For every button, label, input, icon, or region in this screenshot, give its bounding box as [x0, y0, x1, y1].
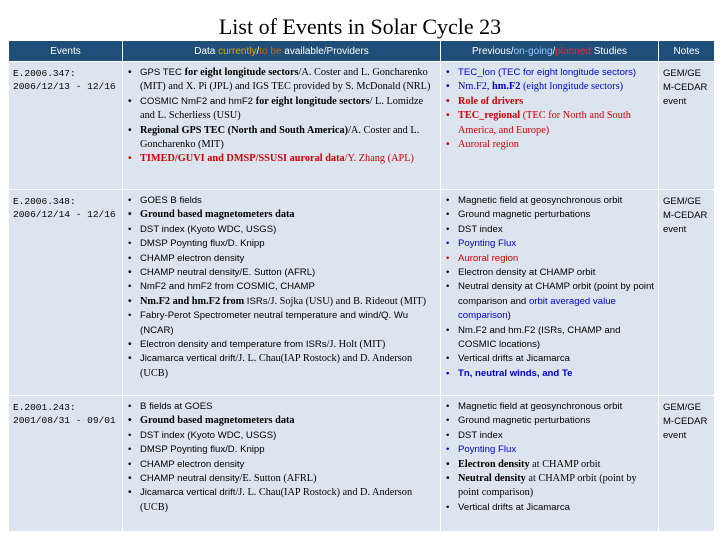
list-item: [123, 95, 438, 124]
list-item: • Ground magnetic perturbations: [441, 208, 656, 222]
event-cell: [9, 62, 123, 190]
data-list: [123, 396, 440, 515]
list-item: • Vertical drifts at Jicamarca: [441, 352, 656, 366]
list-item: [441, 80, 656, 94]
study-item-text: Neutral density at CHAMP orbit (point by point comparison and: [458, 281, 655, 307]
data-item-text: Nm.F2 and hm.F2 from: [140, 295, 247, 307]
event-id: E.2006.347:: [13, 68, 76, 79]
list-item: • Ground based magnetometers data: [123, 414, 438, 428]
data-item-text: /J. L. Chau(IAP Rostock) and D. Anderson (UCB): [140, 353, 413, 379]
header-studies-sep2: /: [552, 45, 556, 57]
table-row: [9, 396, 715, 532]
list-item: [123, 486, 438, 515]
study-item-text: Electron density: [458, 458, 530, 470]
data-item-text: /E. Sutton (AFRL): [239, 473, 317, 485]
list-item: • Fabry-Perot Spectrometer neutral temperature and wind/Q. Wu (NCAR): [123, 309, 438, 338]
list-item: [441, 109, 656, 138]
studies-cell: [441, 62, 659, 190]
list-item: [123, 352, 438, 381]
list-item: • DMSP Poynting flux/D. Knipp: [123, 443, 438, 457]
studies-list: [441, 62, 658, 152]
table-row: [9, 190, 715, 396]
event-dates: 2001/08/31 - 09/01: [13, 415, 116, 426]
event-id: E.2006.348:: [13, 196, 76, 207]
event-cell: [9, 396, 123, 532]
table-row: [9, 62, 715, 190]
data-item-text: /J. Sojka (USU) and B. Rideout (MIT): [267, 295, 427, 307]
data-item-text: for eight longitude sectors: [255, 95, 370, 107]
data-item-text: /E. Sutton (AFRL): [239, 267, 316, 279]
studies-cell: [441, 396, 659, 532]
data-item-text: /J. Holt (MIT): [326, 339, 386, 351]
header-data-sep: /: [256, 45, 260, 57]
list-item: • Poynting Flux: [441, 237, 656, 251]
list-item: [441, 458, 656, 472]
list-item: • GOES B fields: [123, 194, 438, 208]
header-data-currently: currently: [218, 45, 257, 57]
list-item: • Auroral region: [441, 252, 656, 266]
list-item: [441, 138, 656, 152]
data-item-text: COSMIC NmF2 and hmF2: [140, 95, 256, 107]
list-item: • CHAMP electron density: [123, 458, 438, 472]
data-item-text: /Y. Zhang (APL): [344, 153, 414, 165]
table-header-row: [9, 41, 715, 62]
header-data-to-be: to be: [259, 45, 282, 57]
list-item: [123, 266, 438, 280]
study-item-text: Auroral region: [458, 139, 519, 151]
data-item-text: Electron density and temperature from ISRs: [140, 339, 327, 351]
study-item-text: ): [507, 310, 511, 322]
list-item: • Vertical drifts at Jicamarca: [441, 501, 656, 515]
list-item: [123, 295, 438, 309]
list-item: • Electron density at CHAMP orbit: [441, 266, 656, 280]
list-item: • DST index: [441, 223, 656, 237]
header-notes: Notes: [659, 41, 715, 62]
event-id: E.2001.243:: [13, 402, 76, 413]
data-item-text: /J. L. Chau(IAP Rostock) and D. Anderson (UCB): [140, 487, 413, 513]
list-item: [123, 152, 438, 166]
list-item: • CHAMP electron density: [123, 252, 438, 266]
header-data: [123, 41, 441, 62]
study-item-text: orbit averaged value comparison: [458, 295, 616, 322]
event-cell: [9, 190, 123, 396]
list-item: • DST index: [441, 429, 656, 443]
data-item-text: /A. Coster and L. Goncharenko (MIT): [140, 124, 420, 151]
list-item: • Magnetic field at geosynchronous orbit: [441, 194, 656, 208]
data-item-text: / L. Lomidze and L. Scherliess (USU): [140, 95, 424, 122]
list-item: • Nm.F2 and hm.F2 (ISRs, CHAMP and COSMIC locations): [441, 324, 656, 353]
studies-cell: [441, 190, 659, 396]
study-item-text: at CHAMP orbit: [529, 458, 601, 470]
study-item-text: (TEC for North and South America, and Europe): [458, 110, 631, 136]
study-item-text: Neutral density: [458, 473, 526, 485]
notes-cell: GEM/GE M-CEDAR event: [659, 190, 715, 396]
list-item: • Poynting Flux: [441, 443, 656, 457]
data-item-text: for eight longitude sectors: [184, 67, 299, 78]
list-item: • DMSP Poynting flux/D. Knipp: [123, 237, 438, 251]
list-item: [441, 280, 656, 323]
header-studies-planned: planned: [555, 45, 591, 57]
header-studies-ongoing: on-going: [513, 45, 553, 57]
data-item-text: Jicamarca vertical drift: [140, 487, 236, 499]
data-item-text: TIMED/GUVI and DMSP/SSUSI auroral data: [140, 153, 345, 165]
data-item-text: CHAMP neutral density: [140, 267, 240, 279]
list-item: [123, 66, 438, 95]
data-cell: [123, 62, 441, 190]
header-studies-sep1: /: [510, 45, 514, 57]
study-item-text: hm.F2: [492, 81, 521, 93]
list-item: • B fields at GOES: [123, 400, 438, 414]
event-dates: 2006/12/13 - 12/16: [13, 81, 116, 92]
data-item-text: ISRs: [246, 295, 268, 307]
list-item: • Magnetic field at geosynchronous orbit: [441, 400, 656, 414]
data-item-text: /A. Coster and L. Goncharenko (MIT) and X. Pi (JPL) and IGS TEC provided by S. McDonald (NRL): [140, 67, 431, 93]
page-title: List of Events in Solar Cycle 23: [218, 14, 502, 39]
list-item: • Ground based magnetometers data: [123, 208, 438, 222]
list-item: [441, 95, 656, 109]
list-item: [123, 338, 438, 352]
header-data-rest: available/Providers: [281, 45, 369, 57]
list-item: • NmF2 and hmF2 from COSMIC, CHAMP: [123, 280, 438, 294]
data-list: [123, 62, 440, 167]
data-item-text: Regional GPS TEC (North and South America): [140, 124, 349, 136]
event-dates: 2006/12/14 - 12/16: [13, 209, 116, 220]
data-list: [123, 190, 440, 381]
list-item: [441, 472, 656, 501]
study-item-text: TEC_lon: [458, 67, 496, 78]
list-item: • Tn, neutral winds, and Te: [441, 367, 656, 381]
notes-cell: GEM/GE M-CEDAR event: [659, 62, 715, 190]
data-item-text: CHAMP neutral density: [140, 473, 240, 485]
header-studies-rest: Studies: [590, 45, 628, 57]
events-table: [8, 40, 715, 532]
data-cell: [123, 190, 441, 396]
list-item: • Ground magnetic perturbations: [441, 414, 656, 428]
header-events: Events: [9, 41, 123, 62]
studies-list: [441, 190, 658, 381]
header-data-prefix: Data: [194, 45, 219, 57]
list-item: [123, 472, 438, 486]
header-studies: [441, 41, 659, 62]
studies-list: [441, 396, 658, 515]
data-cell: [123, 396, 441, 532]
study-item-text: (eight longitude sectors): [520, 81, 624, 93]
study-item-text: at CHAMP orbit (point by point comparison): [458, 473, 637, 499]
data-item-text: GPS TEC: [140, 67, 185, 78]
data-item-text: Jicamarca vertical drift: [140, 353, 236, 365]
list-item: [123, 124, 438, 153]
list-item: • DST index (Kyoto WDC, USGS): [123, 429, 438, 443]
header-studies-previous: Previous: [471, 45, 511, 57]
study-item-text: Nm.F2,: [458, 81, 493, 93]
study-item-text: (TEC for eight longitude sectors): [495, 67, 637, 78]
notes-cell: GEM/GE M-CEDAR event: [659, 396, 715, 532]
study-item-text: Role of drivers: [458, 95, 524, 107]
list-item: [441, 66, 656, 80]
list-item: • DST index (Kyoto WDC, USGS): [123, 223, 438, 237]
study-item-text: TEC_regional: [458, 110, 521, 122]
